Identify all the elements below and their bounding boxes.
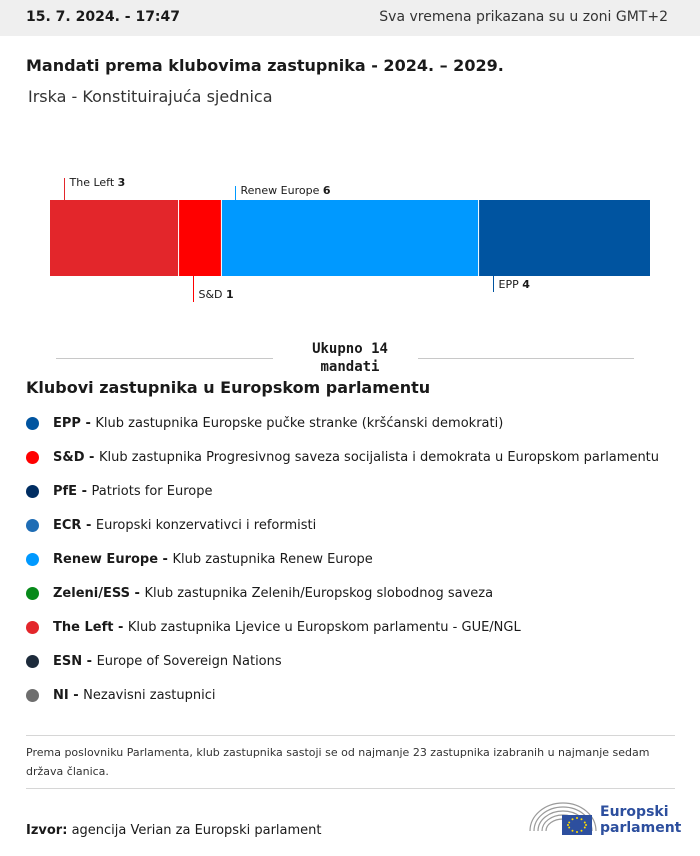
source xyxy=(26,823,322,838)
legend-color-dot xyxy=(26,587,39,600)
legend-color-dot xyxy=(26,417,39,430)
bar-label xyxy=(69,176,126,189)
legend-color-dot xyxy=(26,519,39,532)
legend-color-dot xyxy=(26,655,39,668)
seat-bar-chart xyxy=(0,160,700,320)
legend-title: Klubovi zastupnika u Europskom parlamentu xyxy=(26,378,431,397)
legend-abbr: Zeleni/ESS - xyxy=(53,585,145,601)
total-seats xyxy=(290,340,410,376)
legend-text: Europski konzervativci i reformisti xyxy=(95,517,317,533)
legend-color-dot xyxy=(26,621,39,634)
legend-text: Klub zastupnika Ljevice u Europskom parlamentu - GUE/NGL xyxy=(127,619,521,635)
legend-item xyxy=(26,678,686,712)
european-parliament-logo xyxy=(528,797,682,839)
legend-item xyxy=(26,542,686,576)
legend-abbr: Renew Europe - xyxy=(53,551,173,567)
bar-label-value: 1 xyxy=(226,288,234,301)
divider-bottom xyxy=(26,788,675,789)
logo-line-1: Europski xyxy=(600,804,669,820)
legend-color-dot xyxy=(26,553,39,566)
legend-abbr: S&D - xyxy=(53,449,99,465)
total-seats-unit: mandati xyxy=(320,359,380,375)
legend-item xyxy=(26,406,686,440)
chart-subtitle: Irska - Konstituirajuća sjednica xyxy=(28,87,273,106)
legend-item xyxy=(26,610,686,644)
chart-title: Mandati prema klubovima zastupnika - 2024. – 2029. xyxy=(26,56,504,75)
legend-color-dot xyxy=(26,689,39,702)
legend-abbr: NI - xyxy=(53,687,84,703)
legend-text: Klub zastupnika Zelenih/Europskog slobodnog saveza xyxy=(144,585,494,601)
bar-label-value: 3 xyxy=(117,176,126,189)
legend-item xyxy=(26,440,686,474)
legend-list xyxy=(26,406,686,712)
legend-abbr: The Left - xyxy=(53,619,128,635)
logo-line-2: parlament xyxy=(600,820,682,836)
logo-wordmark xyxy=(600,804,681,836)
bar-segment xyxy=(221,200,478,276)
legend-abbr: PfE - xyxy=(53,483,92,499)
parliament-hemicycle-icon xyxy=(528,797,598,839)
timezone-note: Sva vremena prikazana su u zoni GMT+2 xyxy=(379,9,668,25)
legend-text: Patriots for Europe xyxy=(91,483,213,499)
bar-label-name: Renew Europe xyxy=(240,184,323,197)
legend-text: Europe of Sovereign Nations xyxy=(96,653,282,669)
legend-text: Nezavisni zastupnici xyxy=(83,687,216,703)
divider-left xyxy=(56,358,273,359)
bar-label-name: S&D xyxy=(198,288,227,301)
legend-item xyxy=(26,644,686,678)
bar-label xyxy=(241,184,331,197)
bar-label xyxy=(199,288,234,301)
bar-segment xyxy=(50,200,179,276)
legend-abbr: EPP - xyxy=(53,415,96,431)
divider-top xyxy=(26,735,675,736)
legend-item xyxy=(26,576,686,610)
divider-right xyxy=(418,358,634,359)
legend-abbr: ESN - xyxy=(53,653,97,669)
legend-text: Klub zastupnika Progresivnog saveza socijalista i demokrata u Europskom parlamentu xyxy=(98,449,660,465)
bar-label xyxy=(499,278,531,291)
bar-segment xyxy=(179,200,222,276)
bar-label-name: The Left xyxy=(69,176,118,189)
top-bar xyxy=(0,0,700,36)
legend-item xyxy=(26,508,686,542)
bar-segment xyxy=(479,200,650,276)
total-seats-count: Ukupno 14 xyxy=(312,341,388,357)
legend-color-dot xyxy=(26,451,39,464)
legend-text: Klub zastupnika Renew Europe xyxy=(172,551,373,567)
footnote: Prema poslovniku Parlamenta, klub zastupnika sastoji se od najmanje 23 zastupnika izabranih u najmanje sedam država članica. xyxy=(26,746,650,778)
timestamp: 15. 7. 2024. - 17:47 xyxy=(26,9,181,25)
legend-color-dot xyxy=(26,485,39,498)
source-label: Izvor: xyxy=(26,823,68,838)
source-text: agencija Verian za Europski parlament xyxy=(71,823,322,838)
bar-label-value: 6 xyxy=(322,184,331,197)
legend-text: Klub zastupnika Europske pučke stranke (kršćanski demokrati) xyxy=(95,415,504,431)
legend-item xyxy=(26,474,686,508)
bar-label-name: EPP xyxy=(498,278,523,291)
bar-label-value: 4 xyxy=(522,278,530,291)
legend-abbr: ECR - xyxy=(53,517,96,533)
